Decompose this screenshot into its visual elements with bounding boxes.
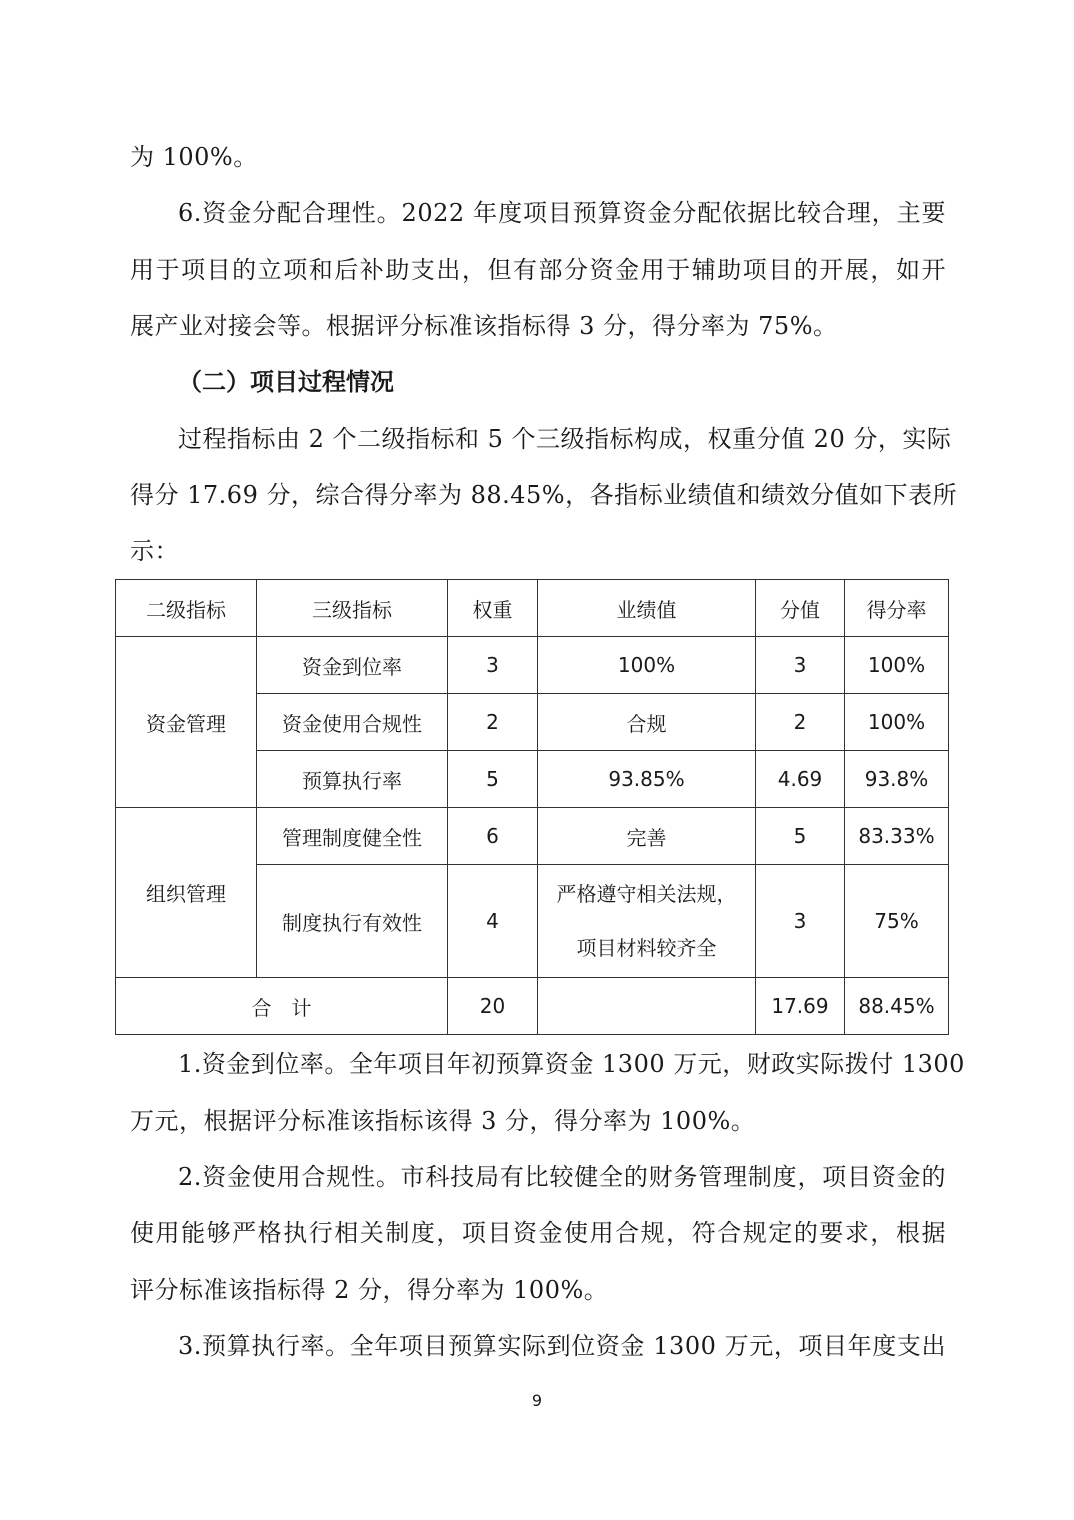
weight-cell: 6 [448, 808, 538, 865]
score-cell: 5 [756, 808, 845, 865]
total-label-cell: 合 计 [116, 978, 448, 1035]
group-cell: 资金管理 [116, 637, 257, 808]
header-cell: 分值 [756, 580, 845, 637]
weight-cell: 3 [448, 637, 538, 694]
indicator-cell: 制度执行有效性 [257, 865, 448, 978]
process-metrics-table [115, 579, 949, 1035]
performance-line: 项目材料较齐全 [576, 936, 717, 960]
paragraph-line: 万元，根据评分标准该指标该得 3 分，得分率为 100%。 [130, 1107, 756, 1135]
paragraph-line: 使用能够严格执行相关制度，项目资金使用合规，符合规定的要求，根据 [130, 1219, 946, 1247]
section-heading: （二）项目过程情况 [178, 368, 394, 396]
weight-cell: 2 [448, 694, 538, 751]
header-cell: 三级指标 [257, 580, 448, 637]
score-cell: 4.69 [756, 751, 845, 808]
table-row [116, 637, 949, 694]
performance-cell: 93.85% [538, 751, 756, 808]
rate-cell: 100% [845, 637, 949, 694]
performance-cell [538, 865, 756, 978]
header-cell: 二级指标 [116, 580, 257, 637]
score-cell: 2 [756, 694, 845, 751]
performance-cell: 合规 [538, 694, 756, 751]
header-cell: 业绩值 [538, 580, 756, 637]
header-cell: 得分率 [845, 580, 949, 637]
paragraph-line: 得分 17.69 分，综合得分率为 88.45%，各指标业绩值和绩效分值如下表所 [130, 481, 958, 509]
indicator-cell: 预算执行率 [257, 751, 448, 808]
rate-cell: 83.33% [845, 808, 949, 865]
header-cell: 权重 [448, 580, 538, 637]
paragraph-line: 示： [130, 537, 179, 565]
table-row [116, 808, 949, 865]
total-score-cell: 17.69 [756, 978, 845, 1035]
table-total-row [116, 978, 949, 1035]
table-header-row [116, 580, 949, 637]
page-number: 9 [531, 1391, 543, 1410]
group-cell: 组织管理 [116, 808, 257, 978]
score-cell: 3 [756, 637, 845, 694]
paragraph-line: 3.预算执行率。全年项目预算实际到位资金 1300 万元，项目年度支出 [178, 1332, 946, 1360]
total-weight-cell: 20 [448, 978, 538, 1035]
performance-cell: 完善 [538, 808, 756, 865]
total-rate-cell: 88.45% [845, 978, 949, 1035]
paragraph-line: 过程指标由 2 个二级指标和 5 个三级指标构成，权重分值 20 分，实际 [178, 425, 952, 453]
indicator-cell: 资金使用合规性 [257, 694, 448, 751]
paragraph-line: 展产业对接会等。根据评分标准该指标得 3 分，得分率为 75%。 [130, 312, 838, 340]
total-performance-cell [538, 978, 756, 1035]
weight-cell: 5 [448, 751, 538, 808]
performance-line: 严格遵守相关法规， [556, 882, 737, 906]
indicator-cell: 资金到位率 [257, 637, 448, 694]
weight-cell: 4 [448, 865, 538, 978]
rate-cell: 93.8% [845, 751, 949, 808]
score-cell: 3 [756, 865, 845, 978]
rate-cell: 100% [845, 694, 949, 751]
rate-cell: 75% [845, 865, 949, 978]
paragraph-line: 评分标准该指标得 2 分，得分率为 100%。 [130, 1276, 609, 1304]
indicator-cell: 管理制度健全性 [257, 808, 448, 865]
paragraph-line: 用于项目的立项和后补助支出，但有部分资金用于辅助项目的开展，如开 [130, 256, 946, 284]
performance-cell: 100% [538, 637, 756, 694]
paragraph-line: 6.资金分配合理性。2022 年度项目预算资金分配依据比较合理，主要 [178, 199, 946, 227]
paragraph-line: 为 100%。 [130, 143, 258, 171]
paragraph-line: 1.资金到位率。全年项目年初预算资金 1300 万元，财政实际拨付 1300 [178, 1050, 965, 1078]
paragraph-line: 2.资金使用合规性。市科技局有比较健全的财务管理制度，项目资金的 [178, 1163, 946, 1191]
